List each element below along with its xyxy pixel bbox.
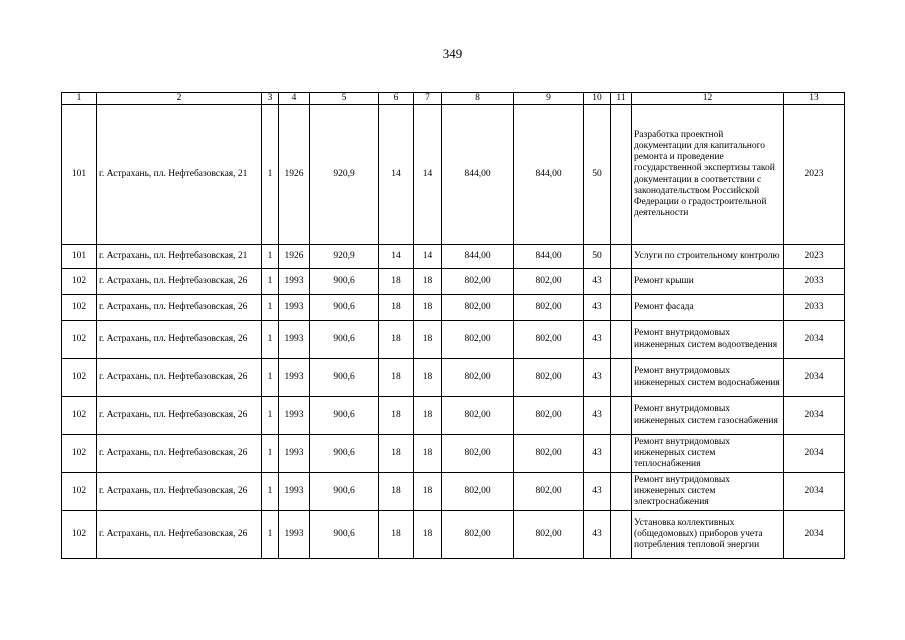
building-number-cell: 102	[62, 321, 97, 359]
work-type-cell: Ремонт внутридомовых инженерных систем газоснабжения	[632, 397, 784, 435]
column-header: 5	[310, 93, 379, 105]
col-11-cell	[611, 435, 632, 473]
building-number-cell: 101	[62, 245, 97, 269]
cost-limit-cell: 802,00	[514, 397, 584, 435]
column-header: 8	[442, 93, 514, 105]
table-row	[62, 397, 845, 435]
cost-total-cell: 844,00	[442, 105, 514, 245]
work-type-cell: Установка коллективных (общедомовых) приборов учета потребления тепловой энергии	[632, 511, 784, 559]
col-10-cell: 43	[584, 511, 611, 559]
work-type-cell: Разработка проектной документации для капитального ремонта и проведение государственной экспертизы такой документации в соответствии с законодательством Российской Федерации о градостроительной деятельности	[632, 105, 784, 245]
col-11-cell	[611, 269, 632, 295]
area-cell: 900,6	[310, 269, 379, 295]
work-type-cell: Ремонт фасада	[632, 295, 784, 321]
col-6-cell: 18	[379, 269, 414, 295]
column-header: 7	[414, 93, 442, 105]
col-11-cell	[611, 295, 632, 321]
build-year-cell: 1993	[279, 435, 310, 473]
address-cell: г. Астрахань, пл. Нефтебазовская, 26	[97, 321, 262, 359]
build-year-cell: 1993	[279, 359, 310, 397]
column-header: 2	[97, 93, 262, 105]
cost-limit-cell: 802,00	[514, 359, 584, 397]
building-number-cell: 102	[62, 473, 97, 511]
col-3-cell: 1	[262, 295, 279, 321]
cost-limit-cell: 802,00	[514, 295, 584, 321]
col-11-cell	[611, 321, 632, 359]
address-cell: г. Астрахань, пл. Нефтебазовская, 26	[97, 295, 262, 321]
building-number-cell: 101	[62, 105, 97, 245]
col-7-cell: 14	[414, 105, 442, 245]
cost-limit-cell: 802,00	[514, 269, 584, 295]
build-year-cell: 1993	[279, 269, 310, 295]
column-header: 3	[262, 93, 279, 105]
col-7-cell: 18	[414, 397, 442, 435]
col-7-cell: 18	[414, 269, 442, 295]
col-3-cell: 1	[262, 473, 279, 511]
table-row	[62, 321, 845, 359]
col-10-cell: 43	[584, 435, 611, 473]
col-3-cell: 1	[262, 397, 279, 435]
year-planned-cell: 2023	[784, 105, 845, 245]
build-year-cell: 1993	[279, 397, 310, 435]
column-header: 6	[379, 93, 414, 105]
year-planned-cell: 2034	[784, 473, 845, 511]
column-header: 10	[584, 93, 611, 105]
col-10-cell: 43	[584, 359, 611, 397]
col-11-cell	[611, 245, 632, 269]
col-7-cell: 18	[414, 435, 442, 473]
table-header-row	[62, 93, 845, 105]
col-10-cell: 43	[584, 473, 611, 511]
col-7-cell: 18	[414, 295, 442, 321]
cost-total-cell: 844,00	[442, 245, 514, 269]
table-row	[62, 105, 845, 245]
build-year-cell: 1926	[279, 105, 310, 245]
area-cell: 900,6	[310, 397, 379, 435]
build-year-cell: 1993	[279, 473, 310, 511]
address-cell: г. Астрахань, пл. Нефтебазовская, 26	[97, 397, 262, 435]
area-cell: 900,6	[310, 435, 379, 473]
year-planned-cell: 2034	[784, 435, 845, 473]
col-3-cell: 1	[262, 435, 279, 473]
work-type-cell: Ремонт внутридомовых инженерных систем теплоснабжения	[632, 435, 784, 473]
table-row	[62, 245, 845, 269]
address-cell: г. Астрахань, пл. Нефтебазовская, 26	[97, 511, 262, 559]
column-header: 11	[611, 93, 632, 105]
building-number-cell: 102	[62, 511, 97, 559]
col-10-cell: 43	[584, 321, 611, 359]
col-3-cell: 1	[262, 105, 279, 245]
build-year-cell: 1993	[279, 321, 310, 359]
year-planned-cell: 2023	[784, 245, 845, 269]
work-type-cell: Услуги по строительному контролю	[632, 245, 784, 269]
address-cell: г. Астрахань, пл. Нефтебазовская, 26	[97, 269, 262, 295]
column-header: 1	[62, 93, 97, 105]
work-type-cell: Ремонт внутридомовых инженерных систем водоотведения	[632, 321, 784, 359]
col-6-cell: 18	[379, 435, 414, 473]
col-3-cell: 1	[262, 359, 279, 397]
area-cell: 920,9	[310, 245, 379, 269]
col-7-cell: 18	[414, 321, 442, 359]
cost-total-cell: 802,00	[442, 269, 514, 295]
building-number-cell: 102	[62, 359, 97, 397]
column-header: 9	[514, 93, 584, 105]
cost-total-cell: 802,00	[442, 473, 514, 511]
col-6-cell: 18	[379, 511, 414, 559]
table-row	[62, 295, 845, 321]
col-3-cell: 1	[262, 511, 279, 559]
col-7-cell: 18	[414, 359, 442, 397]
area-cell: 900,6	[310, 359, 379, 397]
cost-total-cell: 802,00	[442, 359, 514, 397]
table-row	[62, 511, 845, 559]
cost-total-cell: 802,00	[442, 397, 514, 435]
cost-limit-cell: 844,00	[514, 245, 584, 269]
building-number-cell: 102	[62, 397, 97, 435]
table-row	[62, 435, 845, 473]
column-header: 4	[279, 93, 310, 105]
address-cell: г. Астрахань, пл. Нефтебазовская, 26	[97, 473, 262, 511]
address-cell: г. Астрахань, пл. Нефтебазовская, 26	[97, 435, 262, 473]
build-year-cell: 1993	[279, 295, 310, 321]
col-7-cell: 14	[414, 245, 442, 269]
col-6-cell: 18	[379, 359, 414, 397]
col-7-cell: 18	[414, 511, 442, 559]
cost-limit-cell: 844,00	[514, 105, 584, 245]
col-11-cell	[611, 473, 632, 511]
cost-total-cell: 802,00	[442, 435, 514, 473]
column-header: 13	[784, 93, 845, 105]
col-10-cell: 43	[584, 269, 611, 295]
cost-total-cell: 802,00	[442, 321, 514, 359]
area-cell: 900,6	[310, 295, 379, 321]
col-3-cell: 1	[262, 269, 279, 295]
col-6-cell: 18	[379, 397, 414, 435]
page-number: 349	[442, 46, 463, 61]
year-planned-cell: 2033	[784, 295, 845, 321]
year-planned-cell: 2033	[784, 269, 845, 295]
col-3-cell: 1	[262, 321, 279, 359]
table-row	[62, 359, 845, 397]
col-6-cell: 18	[379, 473, 414, 511]
year-planned-cell: 2034	[784, 511, 845, 559]
col-6-cell: 14	[379, 245, 414, 269]
year-planned-cell: 2034	[784, 359, 845, 397]
year-planned-cell: 2034	[784, 397, 845, 435]
building-number-cell: 102	[62, 435, 97, 473]
col-10-cell: 50	[584, 245, 611, 269]
col-11-cell	[611, 397, 632, 435]
area-cell: 900,6	[310, 511, 379, 559]
work-type-cell: Ремонт внутридомовых инженерных систем электроснабжения	[632, 473, 784, 511]
cost-total-cell: 802,00	[442, 295, 514, 321]
build-year-cell: 1926	[279, 245, 310, 269]
cost-limit-cell: 802,00	[514, 473, 584, 511]
col-11-cell	[611, 105, 632, 245]
area-cell: 900,6	[310, 321, 379, 359]
address-cell: г. Астрахань, пл. Нефтебазовская, 26	[97, 359, 262, 397]
cost-limit-cell: 802,00	[514, 321, 584, 359]
year-planned-cell: 2034	[784, 321, 845, 359]
cost-total-cell: 802,00	[442, 511, 514, 559]
address-cell: г. Астрахань, пл. Нефтебазовская, 21	[97, 245, 262, 269]
col-6-cell: 18	[379, 321, 414, 359]
work-type-cell: Ремонт внутридомовых инженерных систем водоснабжения	[632, 359, 784, 397]
cost-limit-cell: 802,00	[514, 435, 584, 473]
table-row	[62, 269, 845, 295]
area-cell: 920,9	[310, 105, 379, 245]
register-table	[61, 92, 845, 559]
building-number-cell: 102	[62, 269, 97, 295]
table-row	[62, 473, 845, 511]
col-10-cell: 43	[584, 397, 611, 435]
col-10-cell: 43	[584, 295, 611, 321]
cost-limit-cell: 802,00	[514, 511, 584, 559]
col-3-cell: 1	[262, 245, 279, 269]
col-11-cell	[611, 511, 632, 559]
area-cell: 900,6	[310, 473, 379, 511]
build-year-cell: 1993	[279, 511, 310, 559]
col-11-cell	[611, 359, 632, 397]
col-6-cell: 14	[379, 105, 414, 245]
col-6-cell: 18	[379, 295, 414, 321]
work-type-cell: Ремонт крыши	[632, 269, 784, 295]
col-10-cell: 50	[584, 105, 611, 245]
address-cell: г. Астрахань, пл. Нефтебазовская, 21	[97, 105, 262, 245]
col-7-cell: 18	[414, 473, 442, 511]
column-header: 12	[632, 93, 784, 105]
building-number-cell: 102	[62, 295, 97, 321]
